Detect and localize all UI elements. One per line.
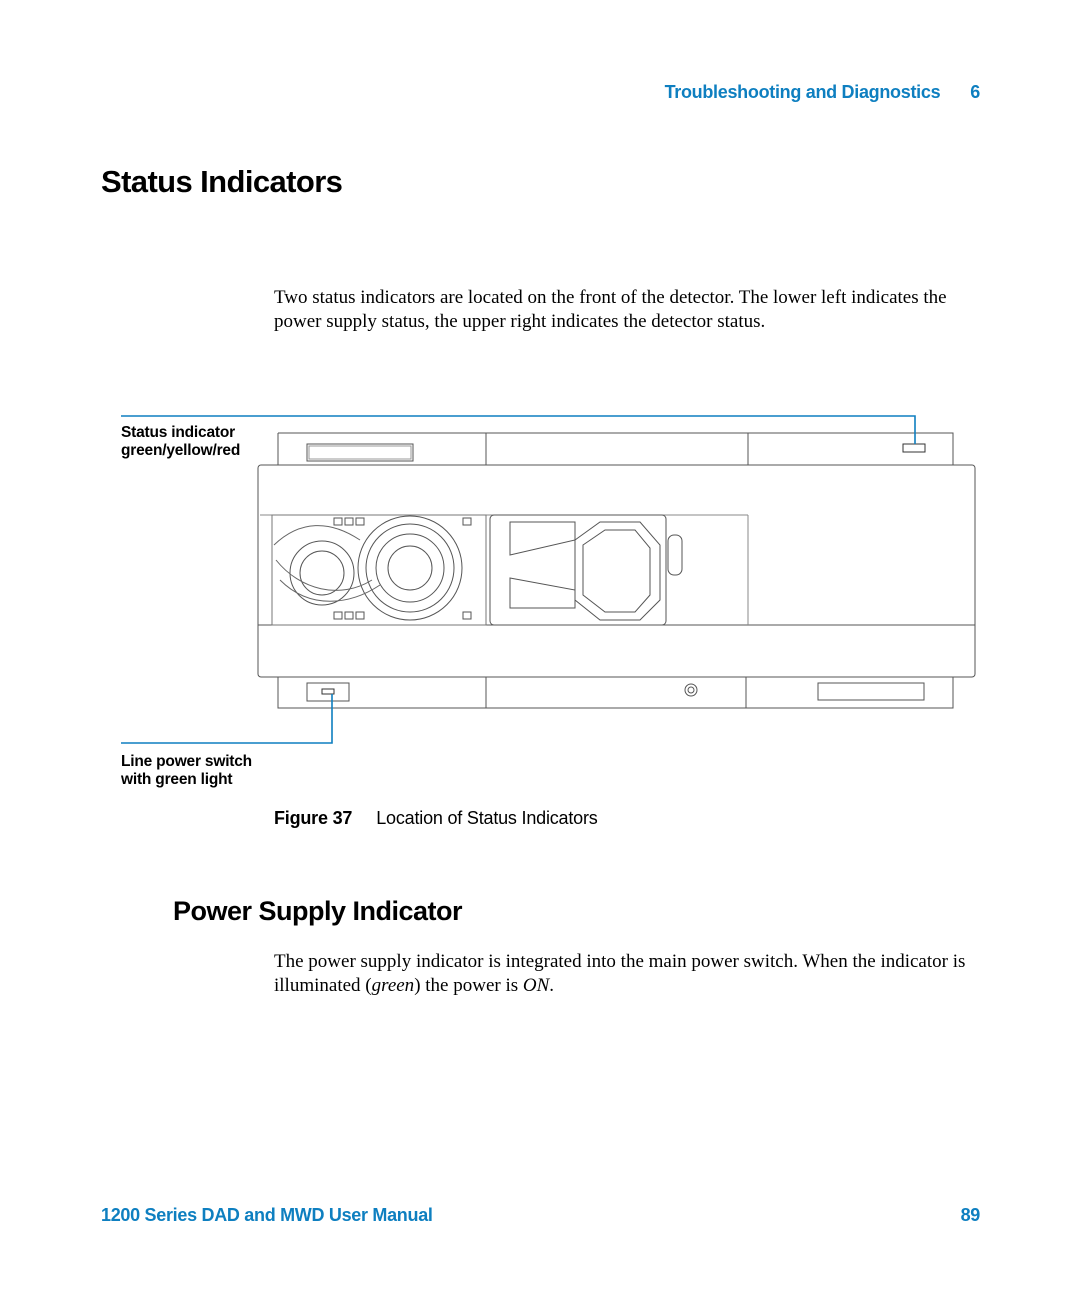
callout-top-line1: Status indicator bbox=[121, 424, 235, 441]
paragraph-emphasis-on: ON bbox=[522, 975, 550, 996]
status-indicator-lamp bbox=[903, 444, 925, 452]
subsection-title: Power Supply Indicator bbox=[173, 896, 463, 926]
paragraph-emphasis-green: green bbox=[371, 975, 415, 996]
power-switch-callout bbox=[121, 753, 252, 789]
paragraph-text-2: ) the power is bbox=[414, 975, 523, 996]
figure-caption-title: Location of Status Indicators bbox=[376, 808, 598, 828]
detector-top-panel bbox=[278, 433, 953, 465]
header-chapter-number: 6 bbox=[970, 82, 980, 102]
status-indicator-callout bbox=[121, 424, 240, 460]
detector-main-body bbox=[258, 465, 975, 677]
power-switch-leader-line bbox=[121, 694, 332, 743]
callout-top-line2: green/yellow/red bbox=[121, 442, 241, 459]
footer-manual-title: 1200 Series DAD and MWD User Manual bbox=[101, 1205, 433, 1225]
power-supply-paragraph bbox=[274, 950, 974, 998]
callout-bottom-line1: Line power switch bbox=[121, 753, 252, 770]
intro-paragraph: Two status indicators are located on the front of the detector. The lower left indicates the power supply status, the upper right indicates the detector status. bbox=[274, 287, 947, 332]
header-section-title: Troubleshooting and Diagnostics bbox=[664, 82, 941, 102]
detector-bottom-panel bbox=[278, 677, 953, 708]
figure-caption-label: Figure 37 bbox=[274, 808, 353, 828]
figure-caption bbox=[274, 808, 598, 829]
paragraph-text-3: . bbox=[549, 975, 555, 996]
footer-page-number: 89 bbox=[960, 1205, 980, 1225]
paragraph-text-1: The power supply indicator is integrated into the main power switch. When the indicator is illuminated ( bbox=[274, 951, 966, 996]
power-switch-outline bbox=[307, 683, 349, 701]
page-title: Status Indicators bbox=[101, 164, 343, 199]
callout-bottom-line2: with green light bbox=[121, 771, 233, 788]
